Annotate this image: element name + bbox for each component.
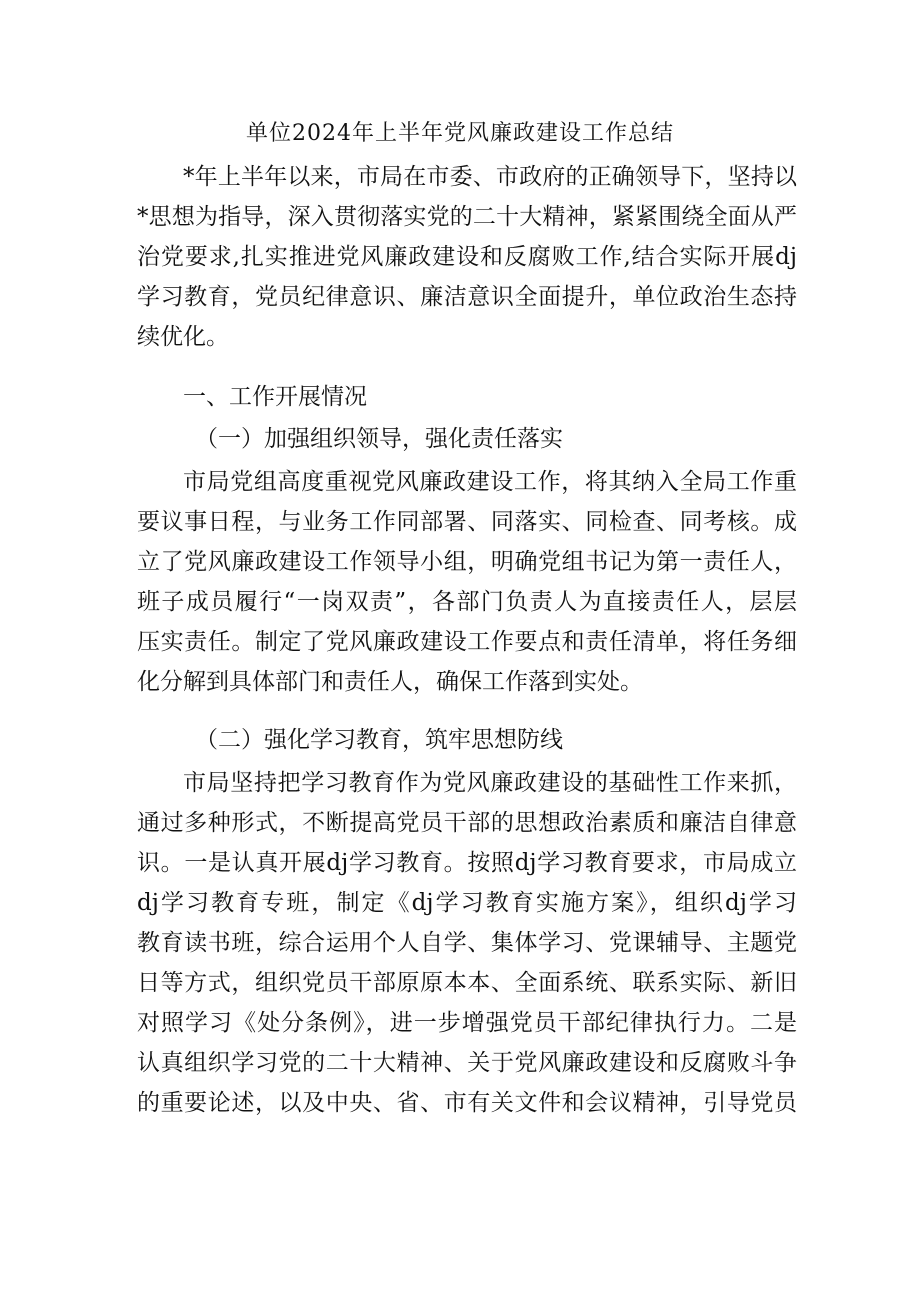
- body-paragraph: [137, 763, 797, 1123]
- text-line: 日等方式，组织党员干部原原本本、全面系统、联系实际、新旧: [137, 970, 797, 996]
- intro-paragraph: [137, 157, 797, 357]
- text-line: 市局坚持把学习教育作为党风廉政建设的基础性工作来抓，: [183, 770, 797, 796]
- text-line: 压实责任。制定了党风廉政建设工作要点和责任清单，将任务细: [137, 629, 797, 655]
- text-line: 对照学习《处分条例》，进一步增强党员干部纪律执行力。二是: [137, 1010, 797, 1036]
- text-line: 的重要论述，以及中央、省、市有关文件和会议精神，引导党员: [137, 1090, 797, 1116]
- text-line: dj学习教育专班，制定《dj学习教育实施方案》，组织dj学习: [137, 890, 797, 916]
- text-line: 识。一是认真开展dj学习教育。按照dj学习教育要求，市局成立: [137, 850, 797, 876]
- text-line: 学习教育，党员纪律意识、廉洁意识全面提升，单位政治生态持: [137, 284, 797, 310]
- subsection-heading: （二）强化学习教育，筑牢思想防线: [195, 727, 563, 753]
- section-heading: 一、工作开展情况: [183, 384, 367, 410]
- document-title: 单位2024年上半年党风廉政建设工作总结: [246, 121, 674, 146]
- text-line: 化分解到具体部门和责任人，确保工作落到实处。: [137, 669, 643, 695]
- text-line: 续优化。: [137, 324, 229, 350]
- subsection-heading: （一）加强组织领导，强化责任落实: [195, 426, 563, 452]
- text-line: 市局党组高度重视党风廉政建设工作，将其纳入全局工作重: [183, 469, 797, 495]
- text-line: 班子成员履行“一岗双责”，各部门负责人为直接责任人，层层: [137, 589, 797, 615]
- text-line: 要议事日程，与业务工作同部署、同落实、同检查、同考核。成: [137, 509, 797, 535]
- body-paragraph: [137, 462, 797, 702]
- text-line: 治党要求,扎实推进党风廉政建设和反腐败工作,结合实际开展dj: [137, 244, 797, 270]
- text-line: *思想为指导，深入贯彻落实党的二十大精神，紧紧围绕全面从严: [137, 204, 797, 230]
- text-line: 通过多种形式，不断提高党员干部的思想政治素质和廉洁自律意: [137, 810, 797, 836]
- text-line: *年上半年以来，市局在市委、市政府的正确领导下，坚持以: [183, 164, 797, 190]
- text-line: 教育读书班，综合运用个人自学、集体学习、党课辅导、主题党: [137, 930, 797, 956]
- text-line: 立了党风廉政建设工作领导小组，明确党组书记为第一责任人，: [137, 549, 797, 575]
- text-line: 认真组织学习党的二十大精神、关于党风廉政建设和反腐败斗争: [137, 1050, 797, 1076]
